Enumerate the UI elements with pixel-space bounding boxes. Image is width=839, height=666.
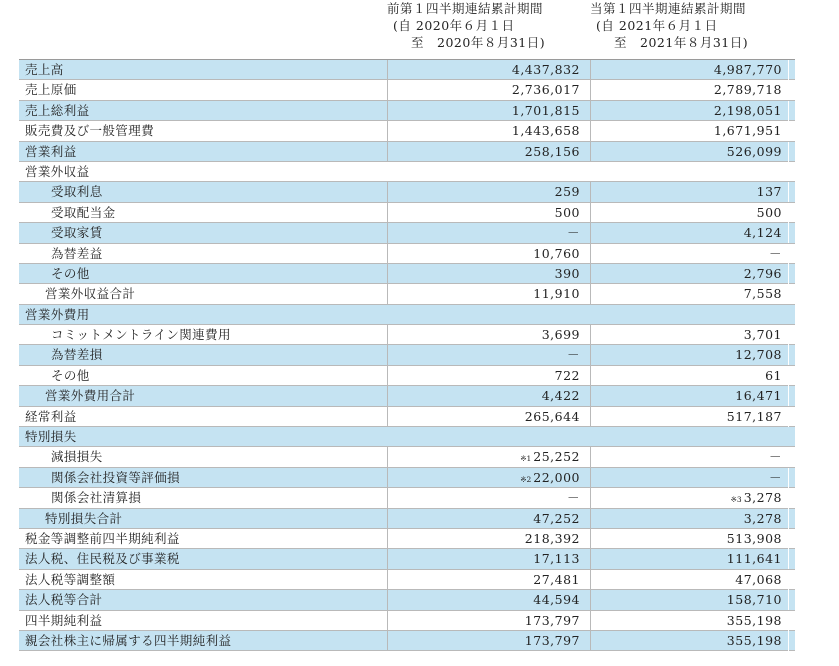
row-label: 為替差損 (51, 347, 103, 363)
value-text: 3,278 (743, 510, 782, 526)
value-cell-prev (387, 325, 586, 345)
row-label: 売上原価 (25, 82, 77, 98)
table-row (19, 386, 795, 406)
prev-period-to (387, 34, 586, 51)
value-cell-prev (387, 529, 586, 549)
value-text: 27,481 (533, 571, 580, 587)
note-marker: ※3 (730, 495, 742, 505)
row-label: コミットメントライン関連費用 (51, 327, 231, 343)
value-cell-prev (387, 121, 586, 141)
value-text: 1,671,951 (713, 123, 782, 139)
table-row (19, 631, 795, 651)
row-label: 営業外費用合計 (45, 388, 136, 404)
table-row (19, 162, 795, 182)
value-text: 3,278 (743, 490, 782, 506)
value-cell-curr (590, 529, 789, 549)
value-cell-curr (590, 488, 789, 510)
value-text: 1,443,658 (511, 123, 580, 139)
value-text: 111,641 (726, 551, 782, 567)
table-row (19, 366, 795, 386)
value-cell-curr (590, 345, 789, 365)
row-label: 関係会社清算損 (51, 490, 142, 506)
table-row (19, 121, 795, 141)
curr-from-label: (自 (596, 18, 615, 33)
prev-period-title: 前第１四半期連結累計期間 (387, 1, 544, 16)
value-cell-prev (387, 509, 586, 529)
value-text: 173,797 (524, 632, 580, 648)
value-text: 355,198 (726, 612, 782, 628)
row-label: 売上総利益 (25, 102, 90, 118)
table-row (19, 223, 795, 243)
value-text: － (768, 469, 782, 485)
table-row (19, 529, 795, 549)
value-cell-curr (590, 142, 789, 162)
prev-to-date: 2020年８月31日) (437, 35, 546, 50)
value-text: 500 (554, 204, 580, 220)
prev-period-from (387, 17, 586, 34)
value-text: 259 (554, 184, 580, 200)
value-text: 47,252 (533, 510, 580, 526)
curr-period-to (590, 34, 789, 51)
row-label: 特別損失 (25, 429, 77, 445)
row-label: 親会社株主に帰属する四半期純利益 (25, 632, 232, 648)
value-text: 25,252 (533, 449, 580, 465)
row-label: 経常利益 (25, 408, 77, 424)
curr-to-label: 至 (614, 35, 628, 50)
table-row (19, 468, 795, 488)
value-text: 4,987,770 (713, 62, 782, 77)
value-text: 16,471 (735, 388, 782, 404)
table-row (19, 244, 795, 264)
value-cell-prev (387, 407, 586, 427)
note-marker: ※1 (520, 454, 532, 464)
value-cell-prev (387, 264, 586, 284)
value-cell-curr (590, 611, 789, 631)
value-cell-curr (590, 447, 789, 467)
value-cell-curr (590, 60, 789, 80)
row-label: 四半期純利益 (25, 612, 103, 628)
row-label: 減損損失 (51, 449, 103, 465)
row-label: その他 (51, 367, 90, 383)
table-row (19, 345, 795, 365)
value-text: 265,644 (524, 408, 580, 424)
row-label: 営業外収益 (25, 163, 90, 179)
value-text: 17,113 (533, 551, 580, 567)
table-row (19, 407, 795, 427)
value-cell-prev (387, 284, 586, 304)
table-row (19, 427, 795, 447)
value-cell-curr (590, 203, 789, 223)
value-text: 158,710 (726, 592, 782, 608)
value-text: 12,708 (735, 347, 782, 363)
note-marker: ※2 (520, 474, 532, 484)
value-text: 22,000 (533, 469, 580, 485)
value-cell-prev (387, 366, 586, 386)
column-header-prev-period (387, 0, 586, 56)
table-row (19, 509, 795, 529)
table-row (19, 284, 795, 304)
prev-to-label: 至 (411, 35, 425, 50)
row-label: 営業外収益合計 (45, 286, 136, 302)
value-text: 61 (765, 367, 782, 383)
table-row (19, 182, 795, 202)
value-text: 47,068 (735, 571, 782, 587)
value-text: 7,558 (743, 286, 782, 302)
value-cell-curr (590, 80, 789, 100)
table-row (19, 80, 795, 100)
value-text: 4,422 (541, 388, 580, 404)
value-cell-prev (387, 386, 586, 406)
value-text: 2,736,017 (511, 82, 580, 98)
row-label: 法人税等調整額 (25, 571, 116, 587)
value-cell-prev (387, 60, 586, 80)
value-cell-prev (387, 223, 586, 243)
table-row (19, 488, 795, 508)
value-text: 2,789,718 (713, 82, 782, 98)
value-cell-curr (590, 284, 789, 304)
value-text: 173,797 (524, 612, 580, 628)
table-row (19, 101, 795, 121)
value-text: － (566, 490, 580, 506)
curr-from-date: 2021年６月１日 (618, 18, 718, 33)
value-text: 500 (756, 204, 782, 220)
row-label: 受取家賃 (51, 225, 103, 241)
value-cell-curr (590, 631, 789, 651)
value-cell-prev (387, 468, 586, 490)
value-cell-curr (590, 101, 789, 121)
value-text: 4,124 (743, 225, 782, 241)
value-cell-prev (387, 549, 586, 569)
value-cell-prev (387, 631, 586, 651)
row-label: 為替差益 (51, 245, 103, 261)
value-cell-prev (387, 203, 586, 223)
value-cell-curr (590, 509, 789, 529)
value-text: － (566, 347, 580, 363)
table-row (19, 142, 795, 162)
value-text: 218,392 (524, 530, 580, 546)
table-row (19, 305, 795, 325)
value-cell-prev (387, 590, 586, 610)
row-label: 関係会社投資等評価損 (51, 469, 181, 485)
table-row (19, 325, 795, 345)
table-row (19, 611, 795, 631)
value-cell-prev (387, 570, 586, 590)
value-text: 513,908 (726, 530, 782, 546)
value-cell-prev (387, 182, 586, 202)
row-label: 特別損失合計 (45, 510, 123, 526)
value-cell-prev (387, 488, 586, 508)
row-label: 営業利益 (25, 143, 77, 159)
value-text: 258,156 (524, 143, 580, 159)
prev-from-date: 2020年６月１日 (415, 18, 515, 33)
value-text: 3,701 (743, 327, 782, 343)
value-cell-curr (590, 244, 789, 264)
value-text: 355,198 (726, 632, 782, 648)
table-body (19, 59, 795, 651)
table-row (19, 570, 795, 590)
table-row (19, 447, 795, 467)
table-row (19, 590, 795, 610)
value-cell-curr (590, 366, 789, 386)
table-row (19, 60, 795, 80)
value-cell-prev (387, 447, 586, 469)
value-cell-prev (387, 611, 586, 631)
value-text: 390 (554, 265, 580, 281)
row-label: 売上高 (25, 62, 64, 77)
value-cell-curr (590, 407, 789, 427)
curr-period-title: 当第１四半期連結累計期間 (590, 1, 747, 16)
value-text: 722 (554, 367, 580, 383)
row-label: 販売費及び一般管理費 (25, 123, 155, 139)
value-text: 44,594 (533, 592, 580, 608)
value-cell-curr (590, 121, 789, 141)
value-text: － (768, 449, 782, 465)
value-text: 2,796 (743, 265, 782, 281)
value-cell-curr (590, 182, 789, 202)
row-label: 営業外費用 (25, 306, 90, 322)
value-text: 10,760 (533, 245, 580, 261)
value-cell-prev (387, 101, 586, 121)
value-text: 137 (756, 184, 782, 200)
value-cell-curr (590, 468, 789, 488)
prev-from-label: (自 (393, 18, 412, 33)
value-cell-curr (590, 264, 789, 284)
table-row (19, 264, 795, 284)
curr-to-date: 2021年８月31日) (640, 35, 749, 50)
column-header-curr-period (590, 0, 789, 56)
value-text: 517,187 (726, 408, 782, 424)
value-text: 1,701,815 (511, 102, 580, 118)
value-cell-curr (590, 590, 789, 610)
value-cell-curr (590, 325, 789, 345)
value-cell-prev (387, 142, 586, 162)
row-label: 受取利息 (51, 184, 103, 200)
value-text: 11,910 (533, 286, 580, 302)
value-text: 3,699 (541, 327, 580, 343)
value-cell-prev (387, 345, 586, 365)
row-label: その他 (51, 265, 90, 281)
table-row (19, 203, 795, 223)
value-text: － (768, 245, 782, 261)
value-cell-curr (590, 570, 789, 590)
row-label: 受取配当金 (51, 204, 116, 220)
row-label: 税金等調整前四半期純利益 (25, 530, 180, 546)
table-row (19, 549, 795, 569)
value-text: － (566, 225, 580, 241)
value-text: 526,099 (726, 143, 782, 159)
row-label: 法人税、住民税及び事業税 (25, 551, 180, 567)
value-cell-curr (590, 386, 789, 406)
row-label: 法人税等合計 (25, 592, 103, 608)
value-cell-curr (590, 223, 789, 243)
value-cell-prev (387, 80, 586, 100)
curr-period-from (590, 17, 789, 34)
value-cell-curr (590, 549, 789, 569)
value-cell-prev (387, 244, 586, 264)
value-text: 2,198,051 (713, 102, 782, 118)
value-text: 4,437,832 (511, 62, 580, 77)
